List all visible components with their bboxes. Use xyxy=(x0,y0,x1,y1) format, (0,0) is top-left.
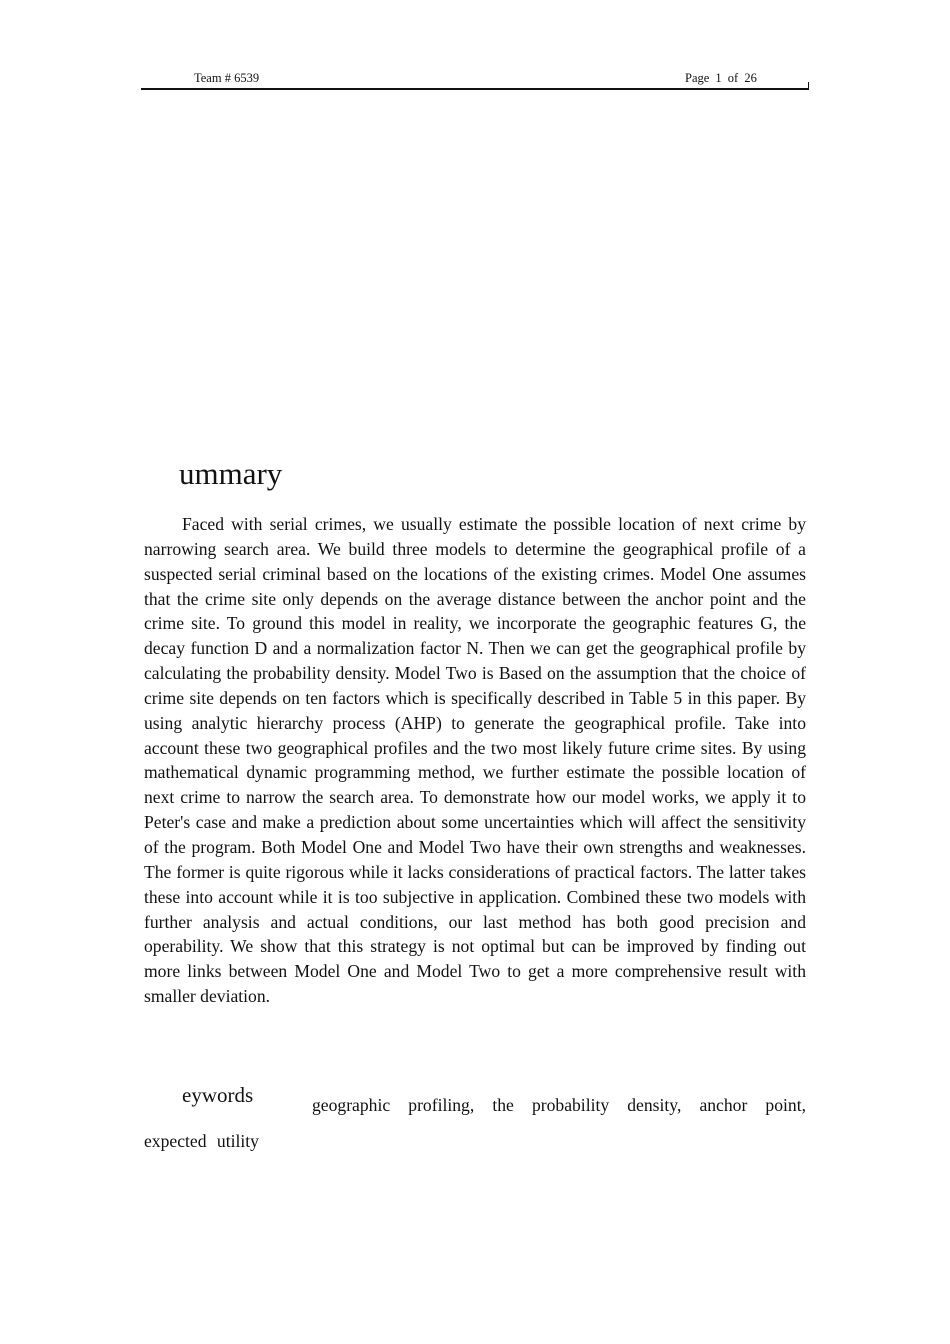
team-number: Team # 6539 xyxy=(194,71,260,85)
page-header xyxy=(141,71,809,90)
keywords-label: eywords xyxy=(182,1083,254,1107)
page-number: Page 1 of 26 xyxy=(685,71,757,85)
header-rule-tick xyxy=(808,82,809,88)
summary-heading: ummary xyxy=(179,456,283,491)
keywords-text: geographic profiling, the probability density, anchor point, expected utility xyxy=(144,1095,806,1151)
summary-body: Faced with serial crimes, we usually estimate the possible location of next crime by narrowing search area. We build three models to determine the geographical profile of a suspected serial criminal based on the locations of the existing crimes. Model One assumes that the crime site only depends on the average distance between the anchor point and the crime site. To ground this model in reality, we incorporate the geographic features G, the decay function D and a normalization factor N. Then we can get the geographical profile by calculating the probability density. Model Two is Based on the assumption that the choice of crime site depends on ten factors which is specifically described in Table 5 in this paper. By using analytic hierarchy process (AHP) to generate the geographical profile. Take into account these two geographical profiles and the two most likely future crime sites. By using mathematical dynamic programming method, we further estimate the possible location of next crime to narrow the search area. To demonstrate how our model works, we apply it to Peter's case and make a prediction about some uncertainties which will affect the sensitivity of the program. Both Model One and Model Two have their own strengths and weaknesses. The former is quite rigorous while it lacks considerations of practical factors. The latter takes these into account while it is too subjective in application. Combined these two models with further analysis and actual conditions, our last method has both good precision and operability. We show that this strategy is not optimal but can be improved by finding out more links between Model One and Model Two to get a more comprehensive result with smaller deviation. xyxy=(144,514,806,1007)
